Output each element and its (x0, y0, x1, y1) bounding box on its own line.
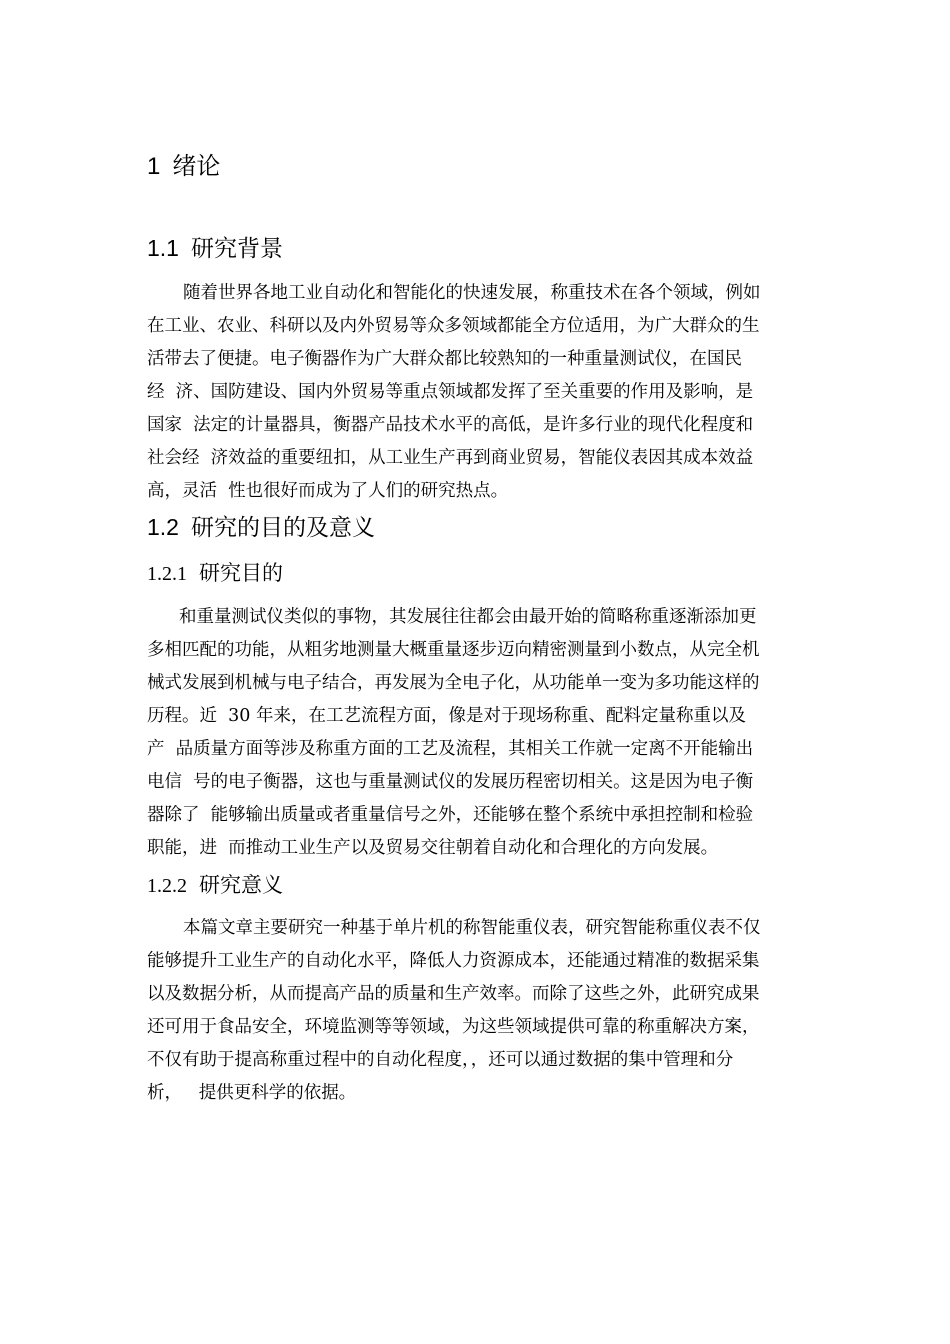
paragraph-line: 多相匹配的功能，从粗劣地测量大概重量逐步迈向精密测量到小数点，从完全机 (147, 640, 760, 660)
paragraph-line: 能够提升工业生产的自动化水平，降低人力资源成本，还能通过精准的数据采集 (147, 951, 760, 971)
section-1-2-heading (147, 511, 375, 544)
paragraph-line: 随着世界各地工业自动化和智能化的快速发展，称重技术在各个领域，例如 (183, 283, 761, 303)
chapter-heading (147, 150, 220, 183)
section-1-1-paragraph (147, 277, 819, 508)
paragraph-line: 本篇文章主要研究一种基于单片机的称智能重仪表，研究智能称重仪表不仅 (183, 918, 761, 938)
paragraph-line: 活带去了便捷。电子衡器作为广大群众都比较熟知的一种重量测试仪，在国民 (147, 349, 742, 369)
section-1-1-title: 研究背景 (190, 236, 283, 262)
section-1-2-title: 研究的目的及意义 (190, 515, 375, 541)
section-1-2-number: 1.2 (147, 514, 179, 540)
section-1-2-2-number: 1.2.2 (147, 875, 187, 897)
paragraph-line: 械式发展到机械与电子结合，再发展为全电子化，从功能单一变为多功能这样的 (147, 673, 760, 693)
section-1-2-1-title: 研究目的 (199, 561, 283, 585)
paragraph-line: 经 济、国防建设、国内外贸易等重点领域都发挥了至关重要的作用及影响，是 (147, 382, 754, 402)
paragraph-line: 产 品质量方面等涉及称重方面的工艺及流程，其相关工作就一定离不开能输出 (147, 739, 754, 759)
paragraph-line: 国家 法定的计量器具，衡器产品技术水平的高低，是许多行业的现代化程度和 (147, 415, 754, 435)
paragraph-line: 在工业、农业、科研以及内外贸易等众多领域都能全方位适用，为广大群众的生 (147, 316, 760, 336)
paragraph-line: 析， 提供更科学的依据。 (147, 1083, 357, 1103)
section-1-1-heading (147, 232, 283, 265)
paragraph-line: 高，灵活 性也很好而成为了人们的研究热点。 (147, 481, 509, 501)
chapter-title: 绪论 (172, 152, 221, 180)
paragraph-line: 社会经 济效益的重要纽扣，从工业生产再到商业贸易，智能仪表因其成本效益 (147, 448, 754, 468)
paragraph-line: 历程。近 30 年来，在工艺流程方面，像是对于现场称重、配料定量称重以及 (147, 706, 746, 726)
section-1-2-2-heading (147, 870, 283, 901)
paragraph-line: 还可用于食品安全，环境监测等等领域，为这些领域提供可靠的称重解决方案， (147, 1017, 760, 1037)
section-1-2-1-heading (147, 558, 283, 589)
paragraph-line: 不仅有助于提高称重过程中的自动化程度，，还可以通过数据的集中管理和分 (147, 1050, 734, 1070)
paragraph-line: 以及数据分析，从而提高产品的质量和生产效率。而除了这些之外，此研究成果 (147, 984, 760, 1004)
paragraph-line: 电信 号的电子衡器，这也与重量测试仪的发展历程密切相关。这是因为电子衡 (147, 772, 754, 792)
paragraph-line: 器除了 能够输出质量或者重量信号之外，还能够在整个系统中承担控制和检验 (147, 805, 754, 825)
chapter-number: 1 (147, 153, 161, 180)
section-1-1-number: 1.1 (147, 235, 179, 261)
section-1-2-1-paragraph (147, 601, 819, 865)
section-1-2-1-number: 1.2.1 (147, 563, 187, 585)
paragraph-line: 和重量测试仪类似的事物，其发展往往都会由最开始的简略称重逐渐添加更 (179, 607, 757, 627)
section-1-2-2-paragraph (147, 912, 819, 1110)
paragraph-line: 职能，进 而推动工业生产以及贸易交往朝着自动化和合理化的方向发展。 (147, 838, 719, 858)
section-1-2-2-title: 研究意义 (199, 873, 283, 897)
